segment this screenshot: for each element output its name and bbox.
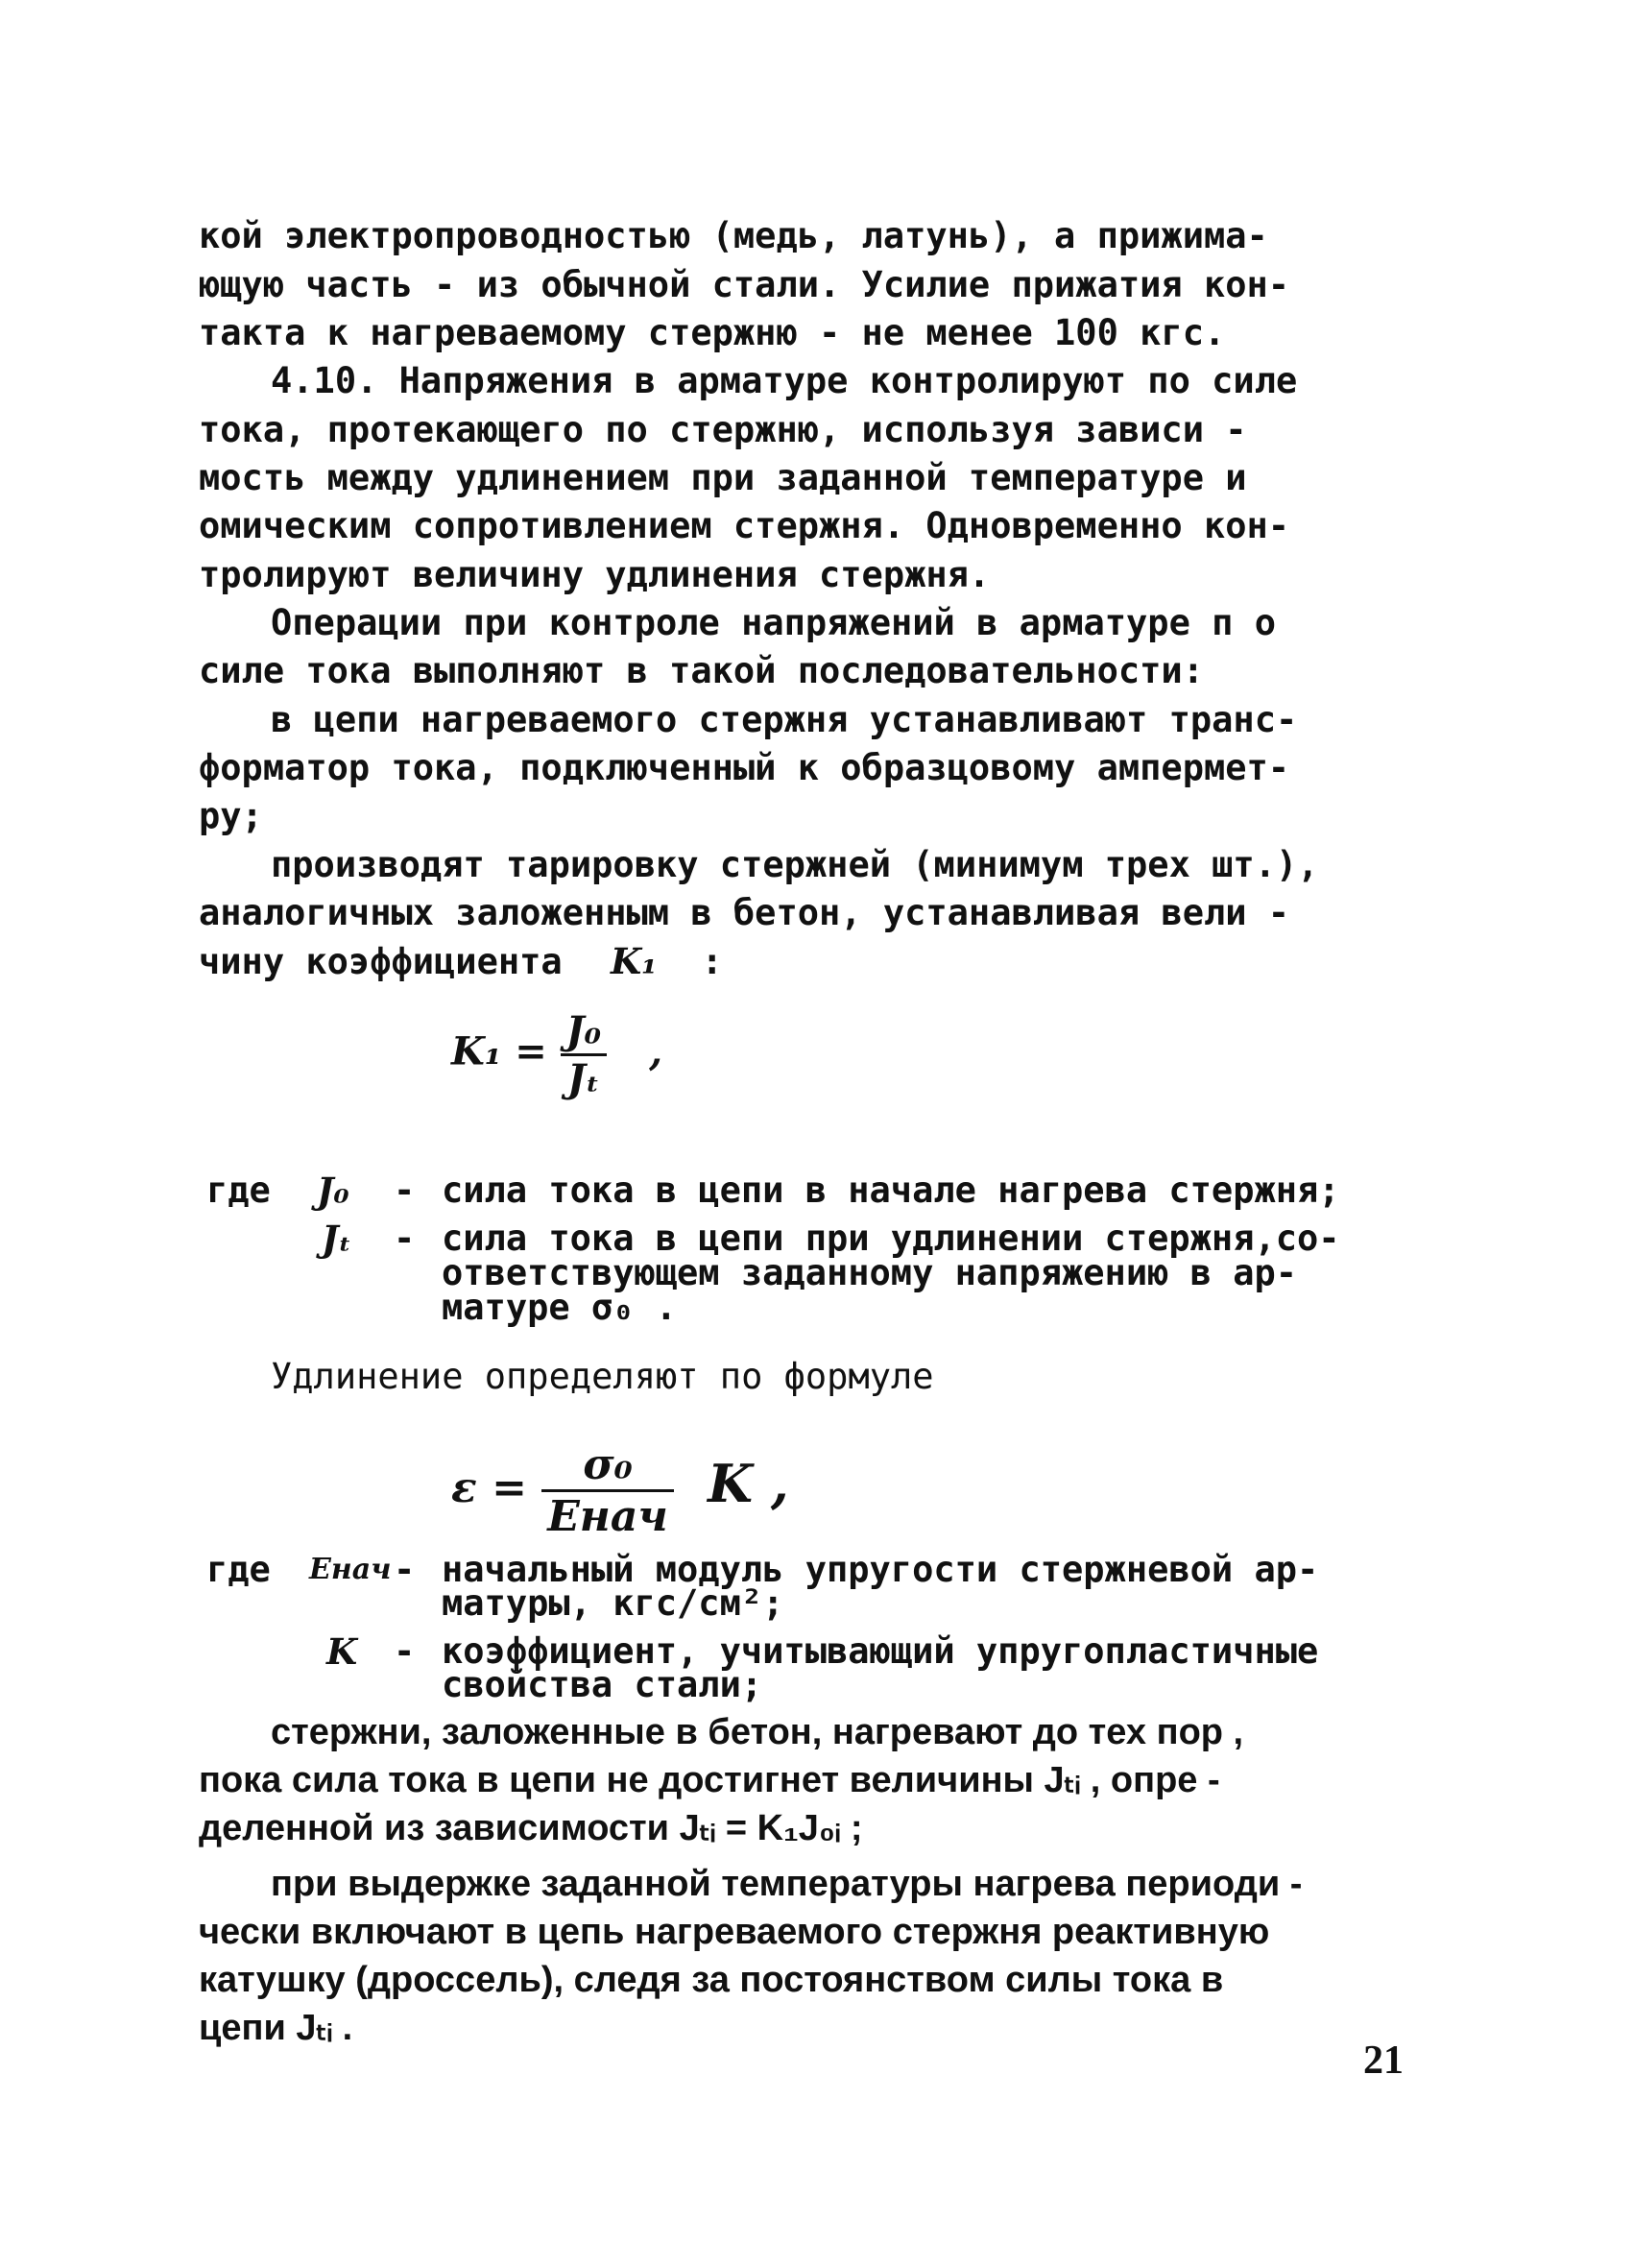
text-line: производят тарировку стержней (минимум трех шт.), (271, 844, 1319, 885)
definition-text: коэффициент, учитывающий упругопластичные (442, 1630, 1319, 1672)
text-line: 4.10. Напряжения в арматуре контролируют по силе (271, 360, 1298, 401)
definition-text: матуры, кгс/см²; (442, 1582, 784, 1624)
formula-tail: , (649, 1028, 662, 1074)
definition-symbol: Jₜ (322, 1218, 352, 1260)
text-line: тока, протекающего по стержню, используя зависи - (199, 409, 1247, 450)
formula-denominator: Eнач (547, 1492, 668, 1541)
definition-text: сила тока в цепи при удлинении стержня,со- (442, 1218, 1340, 1259)
text-line: Удлинение определяют по формуле (271, 1356, 934, 1397)
text-line: форматор тока, подключенный к образцовому ампермет- (199, 747, 1290, 788)
definition-symbol: J₀ (317, 1170, 349, 1212)
text-line: мость между удлинением при заданной температуре и (199, 457, 1247, 498)
where-lead: где (206, 1170, 271, 1211)
text-fragment: : (701, 941, 723, 982)
text-line: чески включают в цепь нагреваемого стержня реактивную (199, 1912, 1270, 1952)
text-line: цепи Jₜᵢ . (199, 2008, 353, 2048)
text-line: в цепи нагреваемого стержня устанавливают транс- (271, 699, 1298, 740)
definition-text: ответствующем заданному напряжению в ар- (442, 1252, 1298, 1293)
definition-text: сила тока в цепи в начале нагрева стержня; (442, 1170, 1340, 1211)
where-lead: где (206, 1549, 271, 1590)
formula-lhs: ε = (451, 1463, 527, 1512)
definition-symbol: K (326, 1630, 358, 1673)
formula-numerator: J₀ (561, 1008, 607, 1056)
definition-dash: - (394, 1170, 416, 1211)
definition-dash: - (394, 1630, 416, 1672)
definition-text: начальный модуль упругости стержневой ар- (442, 1549, 1319, 1590)
definition-symbol: Eнач (309, 1553, 392, 1586)
text-line: катушку (дроссель), следя за постоянством силы тока в (199, 1960, 1224, 2000)
text-fragment: чину коэффициента (199, 941, 563, 982)
definition-dash: - (394, 1549, 416, 1590)
text-line: силе тока выполняют в такой последовательности: (199, 650, 1204, 691)
definition-dash: - (394, 1218, 416, 1259)
formula-denominator: Jₜ (567, 1056, 600, 1101)
formula-fraction (541, 1440, 674, 1541)
text-line: тролируют величину удлинения стержня. (199, 554, 991, 595)
page-number: 21 (1363, 2039, 1404, 2083)
text-line: ющую часть - из обычной стали. Усилие прижатия кон- (199, 264, 1290, 305)
text-line: омическим сопротивлением стержня. Одновременно кон- (199, 505, 1290, 546)
text-line: Операции при контроле напряжений в арматуре п о (271, 602, 1276, 643)
formula-numerator: σ₀ (541, 1440, 674, 1492)
text-line: такта к нагреваемому стержню - не менее 100 кгс. (199, 312, 1226, 353)
formula-symbol: K₁ (610, 940, 658, 982)
definition-text: матуре σ₀ . (442, 1287, 678, 1328)
text-line: ру; (199, 795, 263, 836)
text-line (199, 938, 723, 985)
formula-fraction (561, 1008, 607, 1101)
text-line: при выдержке заданной температуры нагрева периоди - (271, 1864, 1303, 1904)
formula-strain (451, 1440, 789, 1541)
text-line: стержни, заложенные в бетон, нагревают до тех пор , (271, 1712, 1244, 1752)
formula-k1 (451, 1008, 662, 1101)
formula-lhs: K₁ = (451, 1028, 547, 1074)
definition-text: свойства стали; (442, 1664, 763, 1705)
formula-tail: K , (708, 1453, 789, 1514)
text-line: пока сила тока в цепи не достигнет величины Jₜᵢ , опре - (199, 1760, 1220, 1800)
text-line: кой электропроводностью (медь, латунь), а прижима- (199, 215, 1268, 256)
text-line: аналогичных заложенным в бетон, устанавливая вели - (199, 892, 1290, 933)
text-line: деленной из зависимости Jₜᵢ = K₁J₀ᵢ ; (199, 1808, 863, 1848)
